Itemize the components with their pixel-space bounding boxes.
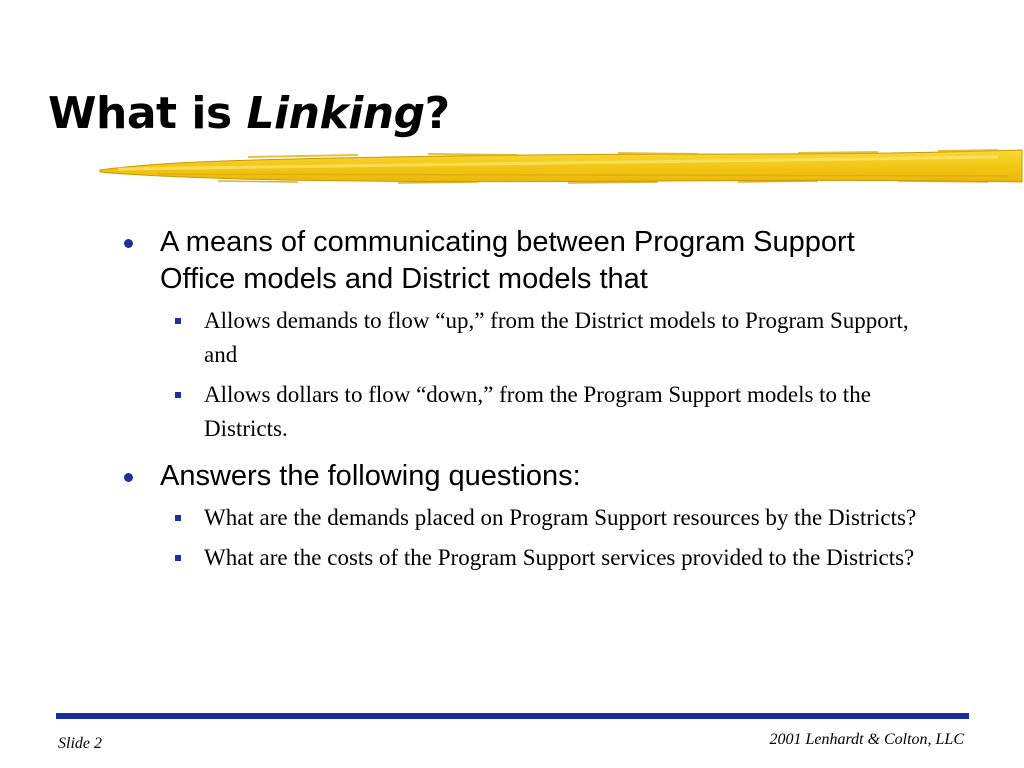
square-bullet-icon (175, 318, 181, 324)
slide-title (48, 86, 450, 142)
sub-bullet-text: Allows dollars to flow “down,” from the Program Support models to the Districts. (204, 382, 871, 441)
title-emphasis: Linking (246, 88, 425, 139)
bullet-list (118, 224, 918, 575)
title-suffix: ? (424, 88, 450, 139)
bullet-dot-icon (124, 239, 133, 248)
sub-bullet-item (118, 378, 918, 446)
bullet-text: A means of communicating between Program Support Office models and District models that (160, 226, 855, 295)
copyright-notice: 2001 Lenhardt & Colton, LLC (769, 731, 964, 748)
sub-bullet-text: What are the costs of the Program Support services provided to the Districts? (204, 545, 915, 570)
slide-number: Slide 2 (58, 735, 102, 752)
bullet-text: Answers the following questions: (160, 460, 581, 492)
bullet-dot-icon (124, 473, 133, 482)
sub-bullet-text: Allows demands to flow “up,” from the District models to Program Support, and (204, 308, 909, 367)
footer-divider (56, 713, 969, 719)
sub-bullet-text: What are the demands placed on Program Support resources by the Districts? (204, 505, 917, 530)
bullet-item (118, 458, 918, 495)
title-main: What is (48, 88, 247, 139)
sub-bullet-item (118, 501, 918, 535)
square-bullet-icon (175, 515, 181, 521)
sub-bullet-item (118, 541, 918, 575)
square-bullet-icon (175, 392, 181, 398)
sub-bullet-item (118, 304, 918, 372)
bullet-item (118, 224, 918, 298)
square-bullet-icon (175, 555, 181, 561)
highlighter-stroke-decoration (98, 146, 1024, 188)
